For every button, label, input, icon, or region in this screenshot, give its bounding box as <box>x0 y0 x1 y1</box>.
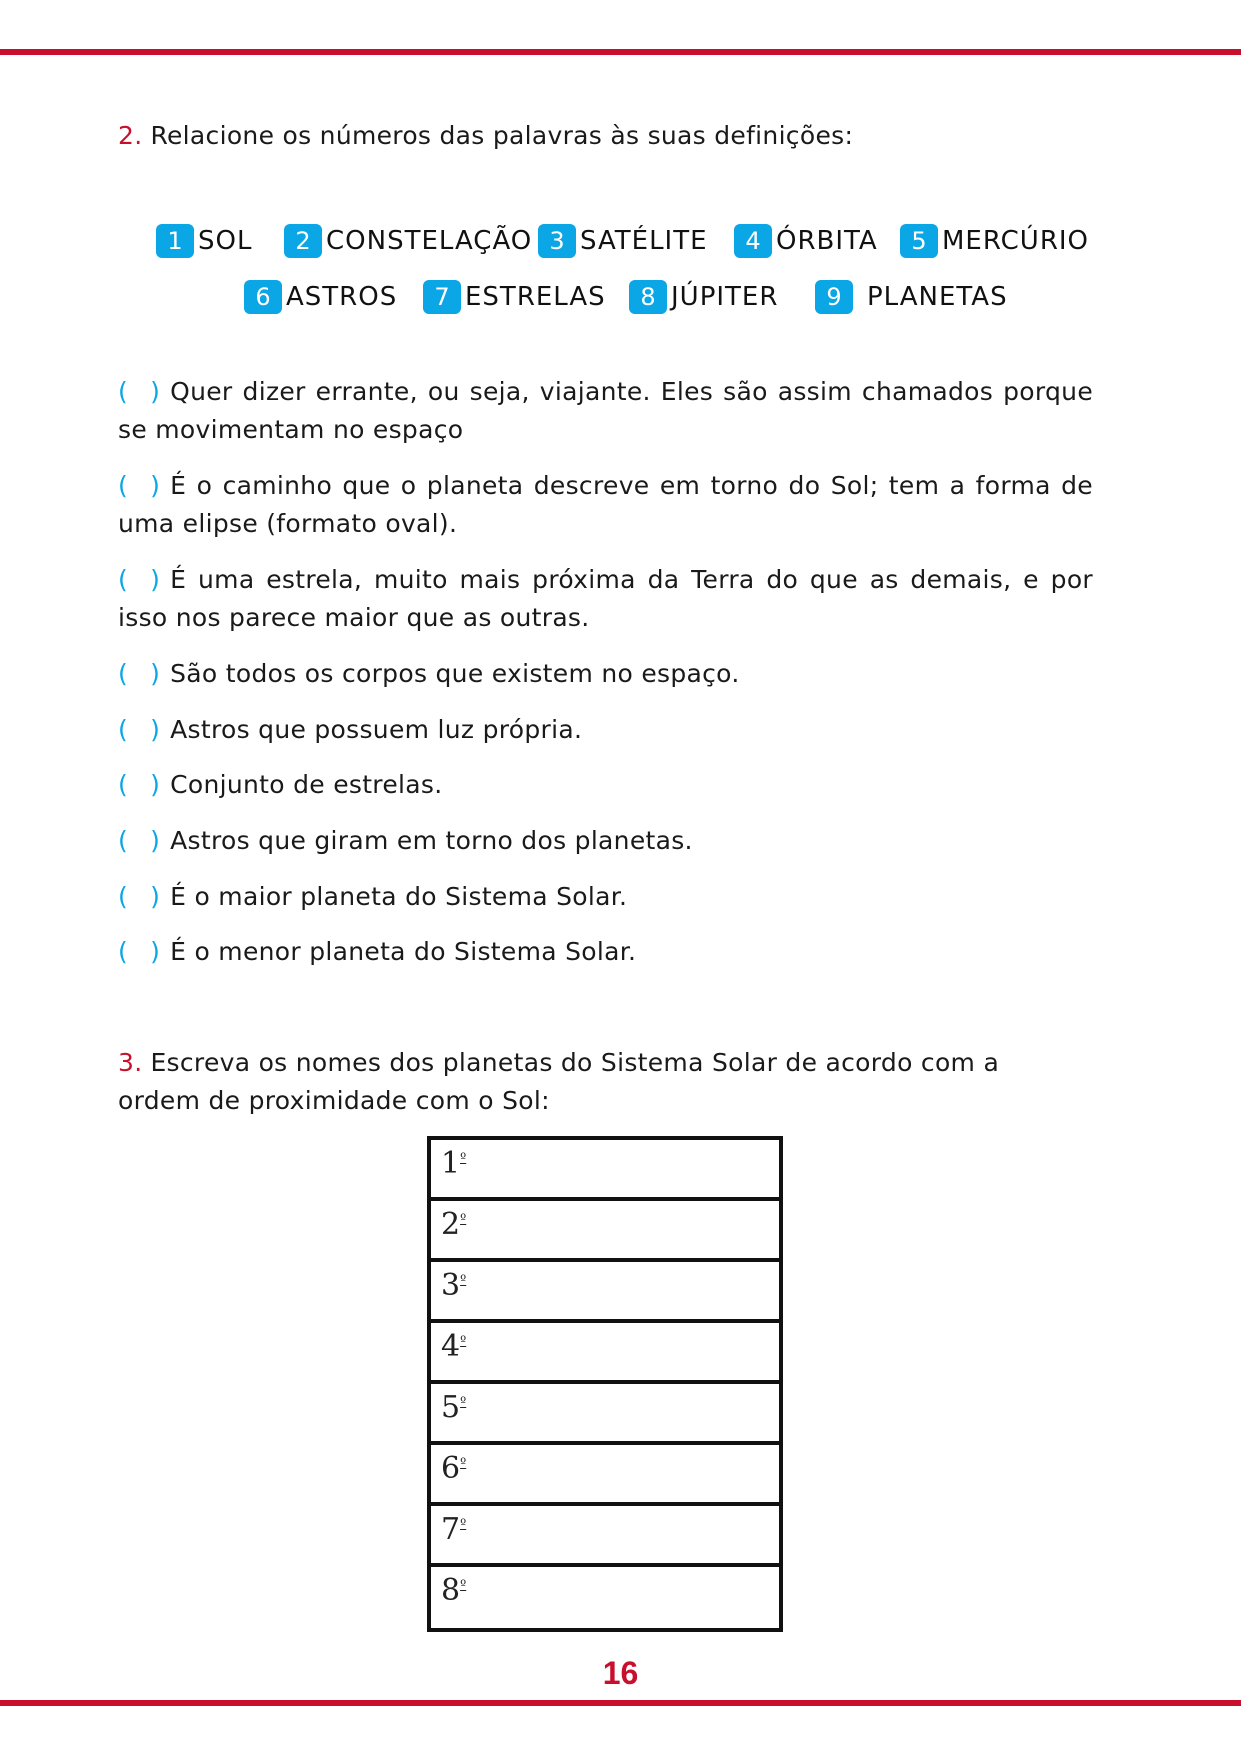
answer-paren-close: ) <box>150 826 161 855</box>
planet-order-row[interactable] <box>431 1140 779 1201</box>
word-label: SOL <box>198 226 253 256</box>
definition-text: Quer dizer errante, ou seja, viajante. Eles são assim chamados porque se movimentam no espaço <box>118 377 1093 444</box>
answer-paren-close: ) <box>150 659 161 688</box>
word-item-constelacao <box>284 223 532 259</box>
answer-paren-close: ) <box>150 882 161 911</box>
answer-paren-close: ) <box>150 937 161 966</box>
definition-text: É uma estrela, muito mais próxima da Terra do que as demais, e por isso nos parece maior que as outras. <box>118 565 1093 632</box>
word-item-planetas <box>815 279 1008 315</box>
ordinal-label: $4^º$ <box>441 1329 467 1364</box>
top-red-rule <box>0 49 1241 55</box>
answer-paren-open: ( <box>118 565 129 594</box>
definition-item-7 <box>118 822 1093 860</box>
word-item-astros <box>244 279 397 315</box>
ordinal-label: $3^º$ <box>441 1268 467 1303</box>
word-number-badge: 8 <box>629 280 667 314</box>
definition-item-9 <box>118 933 1093 971</box>
word-label: MERCÚRIO <box>942 226 1090 256</box>
question-3-text: Escreva os nomes dos planetas do Sistema Solar de acordo com a ordem de proximidade com o Sol: <box>118 1048 1000 1115</box>
definition-item-6 <box>118 766 1093 804</box>
ordinal-label: $2^º$ <box>441 1207 467 1242</box>
answer-paren-close: ) <box>150 377 161 406</box>
definition-text: Astros que possuem luz própria. <box>170 715 583 744</box>
answer-paren-open: ( <box>118 715 129 744</box>
word-item-sol <box>156 223 252 259</box>
word-number-badge: 1 <box>156 224 194 258</box>
ordinal-label: $5^º$ <box>441 1390 467 1425</box>
word-label: CONSTELAÇÃO <box>326 226 533 256</box>
question-3 <box>118 1044 1058 1120</box>
planet-order-row[interactable] <box>431 1323 779 1384</box>
word-label: JÚPITER <box>671 282 779 312</box>
answer-paren-open: ( <box>118 882 129 911</box>
planet-order-row[interactable] <box>431 1567 779 1628</box>
answer-paren-close: ) <box>150 471 161 500</box>
planet-order-row[interactable] <box>431 1201 779 1262</box>
word-label: ÓRBITA <box>776 226 878 256</box>
definition-text: São todos os corpos que existem no espaço. <box>170 659 740 688</box>
answer-paren-open: ( <box>118 377 129 406</box>
word-number-badge: 5 <box>900 224 938 258</box>
ordinal-label: $6^º$ <box>441 1451 467 1486</box>
word-label: PLANETAS <box>867 282 1008 312</box>
planet-order-row[interactable] <box>431 1506 779 1567</box>
answer-paren-open: ( <box>118 937 129 966</box>
word-bank-row-1 <box>0 223 1241 259</box>
ordinal-label: $7^º$ <box>441 1512 467 1547</box>
definition-text: É o maior planeta do Sistema Solar. <box>170 882 628 911</box>
word-number-badge: 2 <box>284 224 322 258</box>
definition-item-2 <box>118 467 1093 543</box>
word-number-badge: 3 <box>538 224 576 258</box>
definition-item-4 <box>118 655 1093 693</box>
word-number-badge: 4 <box>734 224 772 258</box>
answer-paren-close: ) <box>150 715 161 744</box>
word-item-orbita <box>734 223 878 259</box>
answer-paren-open: ( <box>118 826 129 855</box>
definition-text: É o caminho que o planeta descreve em torno do Sol; tem a forma de uma elipse (formato oval). <box>118 471 1093 538</box>
answer-paren-close: ) <box>150 565 161 594</box>
answer-paren-open: ( <box>118 659 129 688</box>
word-item-satelite <box>538 223 708 259</box>
ordinal-label: $8^º$ <box>441 1573 467 1608</box>
planet-order-table <box>427 1136 783 1632</box>
answer-paren-open: ( <box>118 770 129 799</box>
ordinal-label: $1^º$ <box>441 1146 467 1181</box>
word-label: ASTROS <box>286 282 398 312</box>
planet-order-row[interactable] <box>431 1384 779 1445</box>
question-2 <box>118 117 1093 155</box>
question-3-number: 3. <box>118 1048 143 1077</box>
definition-text: Astros que giram em torno dos planetas. <box>170 826 693 855</box>
definition-item-5 <box>118 711 1093 749</box>
word-item-estrelas <box>423 279 606 315</box>
word-item-jupiter <box>629 279 778 315</box>
word-bank-row-2 <box>0 279 1241 315</box>
answer-paren-open: ( <box>118 471 129 500</box>
answer-paren-close: ) <box>150 770 161 799</box>
word-label: ESTRELAS <box>465 282 606 312</box>
definition-item-3 <box>118 561 1093 637</box>
definition-text: É o menor planeta do Sistema Solar. <box>170 937 637 966</box>
definition-item-8 <box>118 878 1093 916</box>
word-item-mercurio <box>900 223 1089 259</box>
planet-order-row[interactable] <box>431 1445 779 1506</box>
word-label: SATÉLITE <box>580 226 708 256</box>
word-number-badge: 7 <box>423 280 461 314</box>
definition-item-1 <box>118 373 1093 449</box>
page-number: 16 <box>602 1655 639 1691</box>
question-2-text: Relacione os números das palavras às suas definições: <box>150 121 854 150</box>
definition-text: Conjunto de estrelas. <box>170 770 443 799</box>
word-number-badge: 9 <box>815 280 853 314</box>
planet-order-row[interactable] <box>431 1262 779 1323</box>
word-number-badge: 6 <box>244 280 282 314</box>
question-2-number: 2. <box>118 121 143 150</box>
bottom-red-rule <box>0 1700 1241 1706</box>
